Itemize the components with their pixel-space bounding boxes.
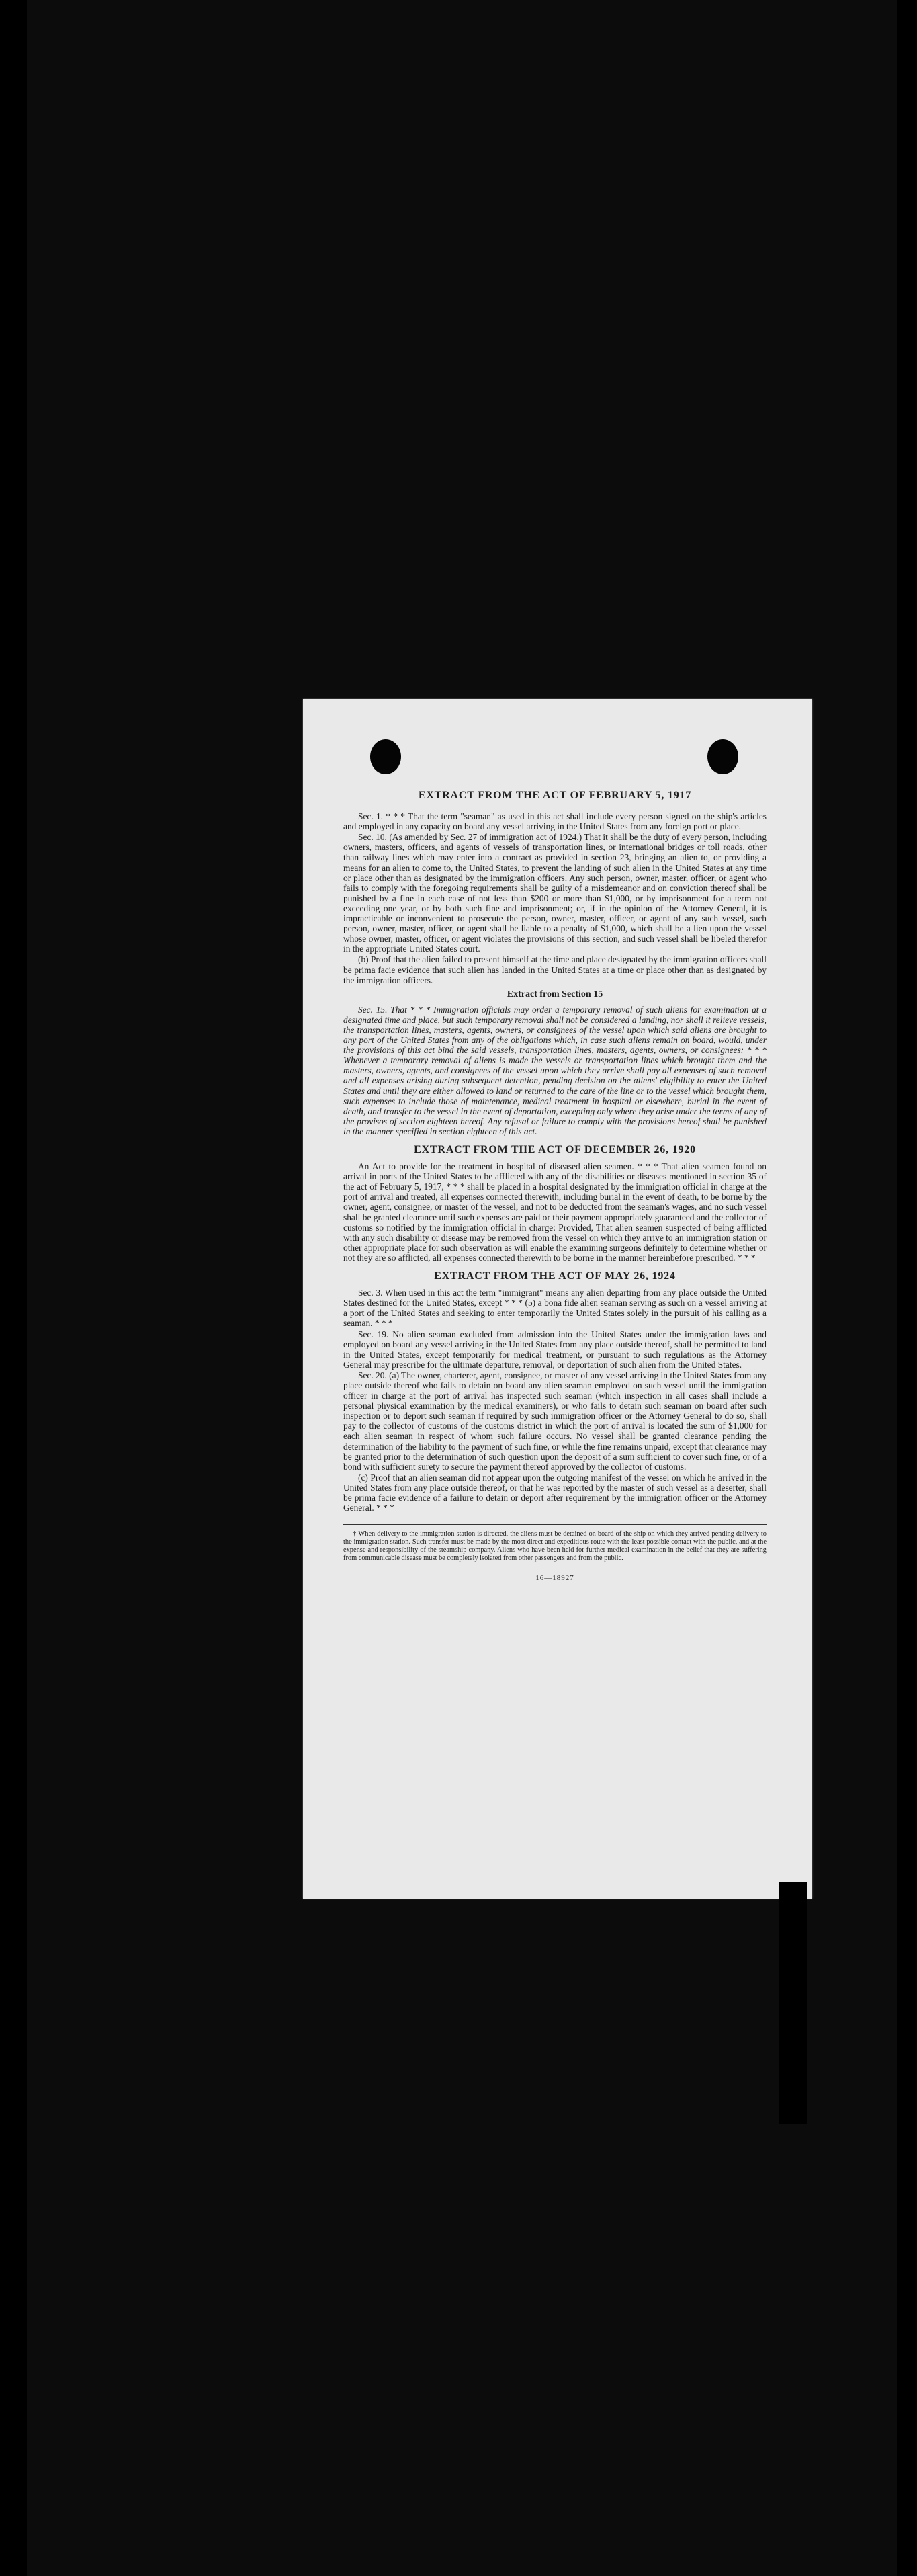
punch-hole-right bbox=[707, 739, 738, 774]
section-10-paragraph: Sec. 10. (As amended by Sec. 27 of immigration act of 1924.) That it shall be the duty of every person, including owners, masters, officers, and agents of vessels of transportation lines, or international bridges or toll roads, other than railway lines which may enter into a contract as provided in section 23, bringing an alien to, or providing a means for an alien to come to, the United States, to prevent the landing of such alien in the United States at any time or place other than as designated by the immigration officers. Any such person, owner, master, officer, or agent who fails to comply with the foregoing requirements shall be guilty of a misdemeanor and on conviction thereof shall be punished by a fine in each case of not less than $200 or more than $1,000, or by imprisonment for a term not exceeding one year, or by both such fine and imprisonment; or, if in the opinion of the Attorney General, it is impracticable or inconvenient to prosecute the person, owner, master, officer, or agent of any such vessel, such person, owner, master, officer, or agent shall be liable to a penalty of $1,000, which shall be a lien upon the vessel whose owner, master, officer, or agent violates the provisions of this section, and such vessel shall be libeled therefor in the appropriate United States court. bbox=[343, 832, 767, 954]
heading-act-1924: EXTRACT FROM THE ACT OF MAY 26, 1924 bbox=[434, 1270, 676, 1282]
act-1920-paragraph: An Act to provide for the treatment in hospital of diseased alien seamen. * * * That alien seamen found on arrival in ports of the United States to be afflicted with any of the disabilities or diseases mentioned in section 35 of the act of February 5, 1917, * * * shall be placed in a hospital designated by the immigration official in charge at the port of arrival and treated, all expenses connected therewith, including burial in the event of death, to be borne by the owner, agent, consignee, or master of the vessel, and not to be deducted from the seaman's wages, and no such vessel shall be granted clearance until such expenses are paid or their payment appropriately guaranteed and the collector of customs so notified by the immigration official in charge: Provided, That alien seamen suspected of being afflicted with any such disability or disease may be removed from the vessel on which they arrive to an immigration station or other appropriate place for such observation as will enable the examining surgeons definitely to determine whether or not they are so afflicted, all expenses connected therewith to be borne in the manner hereinbefore prescribed. * * * bbox=[343, 1161, 767, 1263]
section-19-paragraph: Sec. 19. No alien seaman excluded from admission into the United States under the immigration laws and employed on board any vessel arriving in the United States from any place outside thereof, shall be permitted to land in the United States, except temporarily for medical treatment, or pursuant to such regulations as the Attorney General may prescribe for the ultimate departure, removal, or deportation of such alien from the United States. bbox=[343, 1329, 767, 1370]
document-body bbox=[343, 790, 767, 1583]
footnote-rule bbox=[343, 1524, 767, 1525]
film-edge-strip bbox=[779, 1882, 807, 2124]
section-10b-paragraph: (b) Proof that the alien failed to present himself at the time and place designated by the immigration officers shall be prima facie evidence that such alien has landed in the United States at a time or place other than as designated by the immigration officers. bbox=[343, 954, 767, 985]
heading-section-15: Extract from Section 15 bbox=[507, 989, 603, 999]
section-20-paragraph: Sec. 20. (a) The owner, charterer, agent, consignee, or master of any vessel arriving in the United States from any place outside thereof who fails to detain on board any alien seaman employed on such vessel until the immigration officer in charge at the port of arrival has inspected such seaman (which inspection in all cases shall include a personal physical examination by the medical examiners), or who fails to detain such seaman on board after such inspection or to deport such seaman if required by such immigration officer or the Attorney General to do so, shall pay to the collector of customs of the customs district in which the port of arrival is located the sum of $1,000 for each alien seaman in respect of whom such failure occurs. No vessel shall be granted clearance pending the determination of the liability to the payment of such fine, or while the fine remains unpaid, except that clearance may be granted prior to the determination of such question upon the deposit of a sum sufficient to cover such fine, or of a bond with sufficient surety to secure the payment thereof approved by the collector of customs. bbox=[343, 1370, 767, 1472]
footnote bbox=[343, 1530, 767, 1563]
document-card bbox=[303, 699, 812, 1899]
heading-act-1917: EXTRACT FROM THE ACT OF FEBRUARY 5, 1917 bbox=[418, 790, 692, 801]
right-film-edge bbox=[897, 0, 917, 2576]
punch-hole-left bbox=[370, 739, 401, 774]
section-20c-paragraph: (c) Proof that an alien seaman did not appear upon the outgoing manifest of the vessel on which he arrived in the United States from any place outside thereof, or that he was reported by the master of such vessel as a deserter, shall be prima facie evidence of a failure to detain or deport after requirement by the immigration officer or the Attorney General. * * * bbox=[343, 1472, 767, 1513]
section-1-paragraph: Sec. 1. * * * That the term "seaman" as used in this act shall include every person signed on the ship's articles and employed in any capacity on board any vessel arriving in the United States from any foreign port or place. bbox=[343, 811, 767, 832]
section-15-paragraph: Sec. 15. That * * * Immigration officials may order a temporary removal of such aliens for examination at a designated time and place, but such temporary removal shall not be considered a landing, nor shall it relieve vessels, the transportation lines, masters, agents, owners, or consignees of the vessel upon which said aliens are brought to any port of the United States from any of the obligations which, in case such aliens remain on board, would, under the provisions of this act bind the said vessels, transportation lines, masters, agents, owners, or consignees: * * * Whenever a temporary removal of aliens is made the vessels or transportation lines which brought them and the masters, owners, agents, and consignees of the vessel upon which they arrive shall pay all expenses of such removal and all expenses arising during subsequent detention, pending decision on the aliens' eligibility to enter the United States and until they are either allowed to land or returned to the care of the line or to the vessel which brought them, such expenses to include those of maintenance, medical treatment in hospital or elsewhere, burial in the event of death, and transfer to the vessel in the event of deportation, excepting only where they arise under the terms of any of the provisos of section eighteen hereof. Any refusal or failure to comply with the provisions hereof shall be punished in the manner specified in section eighteen of this act. bbox=[343, 1004, 767, 1136]
section-3-paragraph: Sec. 3. When used in this act the term "immigrant" means any alien departing from any place outside the United States destined for the United States, except * * * (5) a bona fide alien seaman serving as such on a vessel arriving at a port of the United States and seeking to enter temporarily the United States solely in the pursuit of his calling as a seaman. * * * bbox=[343, 1288, 767, 1329]
left-film-edge bbox=[0, 0, 27, 2576]
footnote-text: † When delivery to the immigration station is directed, the aliens must be detained on board of the ship on which they arrived pending delivery to the immigration station. Such transfer must be made by the most direct and expeditious route with the least possible contact with the public, and at the expense and responsibility of the steamship company. Aliens who have been held for further medical examination in the belief that they are suffering from communicable disease must be completely isolated from other passengers and from the public. bbox=[343, 1530, 767, 1563]
heading-act-1920: EXTRACT FROM THE ACT OF DECEMBER 26, 1920 bbox=[414, 1144, 696, 1155]
form-number: 16—18927 bbox=[535, 1574, 574, 1583]
